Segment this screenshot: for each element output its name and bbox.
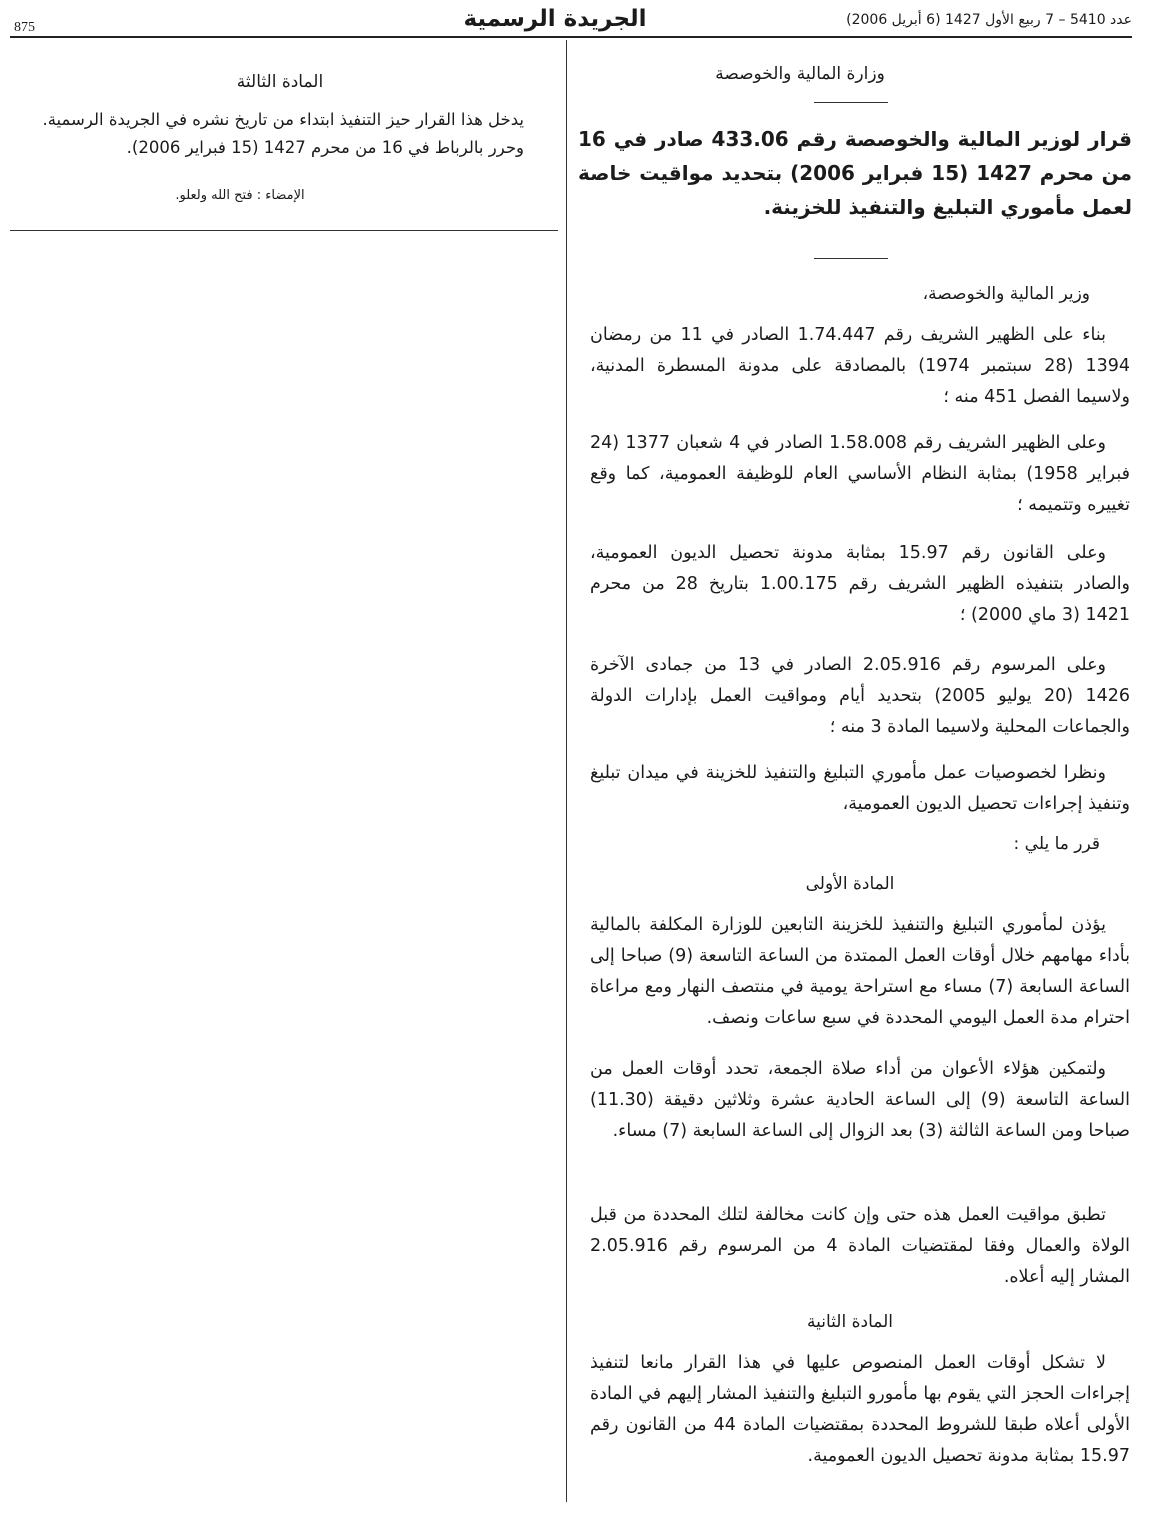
- left-column-rule: [10, 230, 558, 231]
- header-rule: [10, 36, 1132, 38]
- article-2-heading: المادة الثانية: [807, 1312, 893, 1332]
- article-1-heading: المادة الأولى: [805, 874, 895, 894]
- consideration-4: وعلى المرسوم رقم 2.05.916 الصادر في 13 من جمادى الآخرة 1426 (20 يوليو 2005) بتحديد أيام ومواقيت العمل بإدارات الدولة والجماعات المحلية ولاسيما المادة 3 منه ؛: [590, 655, 1130, 737]
- column-divider: [566, 40, 567, 1502]
- page-number: 875: [14, 20, 35, 35]
- ministry-rule: [814, 102, 888, 103]
- consideration-1: بناء على الظهير الشريف رقم 1.74.447 الصادر في 11 من رمضان 1394 (28 سبتمبر 1974) بالمصادقة على مدونة المسطرة المدنية، ولاسيما الفصل 451 منه ؛: [590, 325, 1130, 407]
- article-1-paragraph-1: يؤذن لمأموري التبليغ والتنفيذ للخزينة التابعين للوزارة المكلفة بالمالية بأداء مهامهم خلال أوقات العمل الممتدة من الساعة التاسعة (9) صباحا إلى الساعة السابعة (7) مساء مع استراحة يومية في منتصف النهار ومع مراعاة احترام مدة العمل اليومي المحددة في سبع ساعات ونصف.: [590, 915, 1131, 1028]
- decree-title: قرار لوزير المالية والخوصصة رقم 433.06 صادر في 16 من محرم 1427 (15 فبراير 2006) بتحديد مواقيت خاصة لعمل مأموري التبليغ والتنفيذ للخزينة.: [578, 127, 1133, 219]
- consideration-5: ونظرا لخصوصيات عمل مأموري التبليغ والتنفيذ للخزينة في ميدان تبليغ وتنفيذ إجراءات تحصيل الديون العمومية،: [590, 763, 1130, 814]
- article-1-paragraph-2: ولتمكين هؤلاء الأعوان من أداء صلاة الجمعة، تحدد أوقات العمل من الساعة التاسعة (9) إلى الساعة الحادية عشرة وثلاثين دقيقة (11.30) صباحا ومن الساعة الثالثة (3) بعد الزوال إلى الساعة السابعة (7) مساء.: [590, 1059, 1130, 1141]
- issue-line: عدد 5410 – 7 ربيع الأول 1427 (6 أبريل 2006): [846, 12, 1132, 28]
- article-2-text: لا تشكل أوقات العمل المنصوص عليها في هذا القرار مانعا لتنفيذ إجراءات الحجز التي يقوم بها مأمورو التبليغ والتنفيذ المشار إليهم في المادة الأولى أعلاه طبقا للشروط المحددة بمقتضيات المادة 44 من القانون رقم 15.97 بمثابة مدونة تحصيل الديون العمومية.: [590, 1353, 1130, 1466]
- gazette-masthead: الجريدة الرسمية: [463, 6, 647, 32]
- consideration-2: وعلى الظهير الشريف رقم 1.58.008 الصادر في 4 شعبان 1377 (24 فبراير 1958) بمثابة النظام الأساسي العام للوظيفة العمومية، كما وقع تغييره وتتميمه ؛: [590, 433, 1130, 515]
- article-1-paragraph-3: تطبق مواقيت العمل هذه حتى وإن كانت مخالفة لتلك المحددة من قبل الولاة والعمال وفقا لمقتضيات المادة 4 من المرسوم رقم 2.05.916 المشار إليه أعلاه.: [590, 1205, 1130, 1287]
- title-rule: [814, 258, 888, 259]
- article-3-heading: المادة الثالثة: [236, 72, 324, 92]
- minister-line: وزير المالية والخوصصة،: [922, 284, 1090, 304]
- done-at-line: وحرر بالرباط في 16 من محرم 1427 (15 فبراير 2006).: [126, 138, 524, 157]
- article-3-text: يدخل هذا القرار حيز التنفيذ ابتداء من تاريخ نشره في الجريدة الرسمية.: [42, 110, 524, 129]
- decides-line: قرر ما يلي :: [1013, 834, 1100, 854]
- ministry-name: وزارة المالية والخوصصة: [715, 64, 885, 84]
- article-3-body: [14, 106, 524, 162]
- consideration-3: وعلى القانون رقم 15.97 بمثابة مدونة تحصيل الديون العمومية، والصادر بتنفيذه الظهير الشريف رقم 1.00.175 بتاريخ 28 من محرم 1421 (3 ماي 2000) ؛: [590, 543, 1131, 625]
- signature: الإمضاء : فتح الله ولعلو.: [175, 188, 305, 203]
